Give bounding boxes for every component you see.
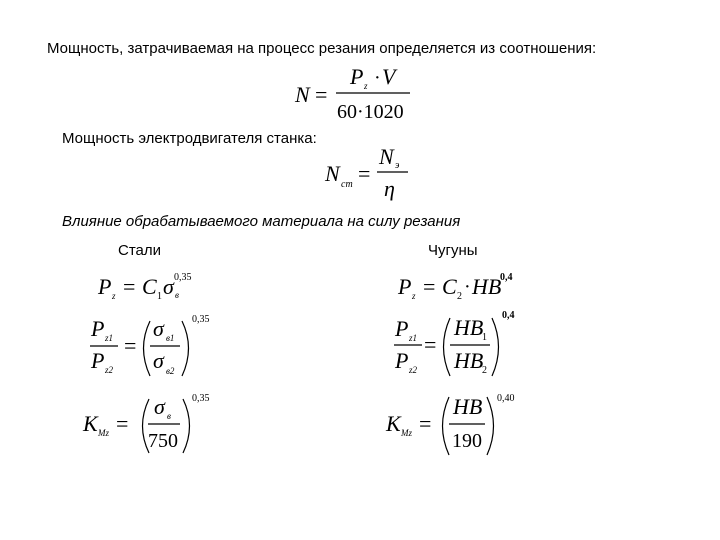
influence-heading: Влияние обрабатываемого материала на силу резания (62, 213, 461, 230)
numerator-symbol: N (379, 144, 394, 169)
coefficient-subscript: Mz (401, 428, 412, 438)
column-label-steels: Стали (118, 242, 162, 259)
exponent: 0,35 (192, 393, 210, 404)
iron-force-ratio-formula (392, 310, 532, 382)
right-parenthesis (487, 397, 494, 455)
force-symbol-1: P (91, 316, 105, 341)
sigma-subscript-2: в2 (166, 366, 175, 376)
formula-equals: = (423, 274, 436, 299)
formula-equals: = (123, 274, 136, 299)
hardness-subscript-1: 1 (482, 332, 487, 343)
hardness-subscript-2: 2 (482, 365, 487, 376)
exponent: 0,40 (497, 393, 515, 404)
formula-lhs: N (325, 161, 340, 186)
multiply-dot: · (464, 276, 471, 298)
right-parenthesis (183, 399, 190, 453)
formula-equals: = (315, 82, 328, 107)
force-subscript-1: z1 (409, 333, 418, 343)
force-symbol-2: P (395, 348, 409, 373)
force-subscript: z (412, 291, 416, 301)
coefficient-subscript: 1 (157, 291, 162, 302)
force-symbol-1: P (395, 316, 409, 341)
hardness-symbol: HB (453, 394, 483, 419)
force-symbol: P (98, 274, 112, 299)
exponent: 0,4 (500, 272, 513, 283)
sigma-symbol: σ (163, 274, 174, 299)
sigma-subscript: в (175, 290, 179, 300)
coefficient-subscript: Mz (98, 428, 109, 438)
force-symbol-2: P (91, 348, 105, 373)
formula-denominator: 60·1020 (337, 101, 404, 123)
sigma-symbol-1: σ (153, 316, 164, 341)
right-parenthesis (182, 321, 189, 376)
exponent: 0,35 (192, 314, 210, 325)
hardness-symbol: HB (472, 274, 502, 299)
steel-force-ratio-formula (88, 312, 228, 382)
column-label-cast-irons: Чугуны (428, 242, 478, 259)
hardness-symbol-1: HB (454, 315, 484, 340)
steel-coefficient-formula (80, 393, 220, 463)
iron-coefficient-formula (383, 391, 523, 461)
formula-lhs-subscript: ст (341, 179, 353, 190)
right-parenthesis (492, 318, 499, 376)
hardness-symbol-2: HB (454, 348, 484, 373)
sigma-subscript-1: в1 (166, 333, 175, 343)
coefficient-symbol: K (83, 411, 98, 436)
sigma-symbol: σ (154, 394, 165, 419)
force-subscript: z (112, 291, 116, 301)
left-parenthesis (144, 321, 151, 376)
sigma-subscript: в (167, 411, 171, 421)
force-symbol: P (350, 64, 364, 89)
intro-text: Мощность, затрачиваемая на процесс резания определяется из соотношения: (47, 40, 597, 57)
force-subscript-2: z2 (409, 365, 418, 375)
force-subscript: z (364, 81, 368, 91)
left-parenthesis (443, 397, 450, 455)
exponent: 0,35 (174, 272, 192, 283)
motor-power-formula (322, 146, 412, 206)
numerator-subscript: э (395, 160, 400, 171)
coefficient-symbol: C (142, 274, 157, 299)
velocity-symbol: V (382, 64, 396, 89)
steel-cutting-force-formula (95, 266, 205, 306)
sigma-symbol-2: σ (153, 348, 164, 373)
motor-power-text: Мощность электродвигателя станка: (62, 130, 317, 147)
coefficient-subscript: 2 (457, 291, 462, 302)
formula-equals: = (116, 411, 129, 436)
force-subscript-2: z2 (105, 365, 114, 375)
exponent: 0,4 (502, 310, 515, 321)
formula-equals: = (424, 332, 437, 357)
formula-equals: = (419, 411, 432, 436)
iron-cutting-force-formula (395, 266, 525, 306)
force-subscript-1: z1 (105, 333, 114, 343)
formula-denominator: 750 (148, 430, 178, 452)
multiply-dot: · (374, 67, 381, 89)
cutting-power-formula (290, 62, 420, 122)
formula-denominator: 190 (452, 430, 482, 452)
coefficient-symbol: K (386, 411, 401, 436)
formula-equals: = (358, 161, 371, 186)
efficiency-symbol: η (384, 176, 395, 201)
formula-equals: = (124, 333, 137, 358)
force-symbol: P (398, 274, 412, 299)
coefficient-symbol: C (442, 274, 457, 299)
formula-lhs: N (295, 82, 310, 107)
left-parenthesis (444, 318, 451, 376)
